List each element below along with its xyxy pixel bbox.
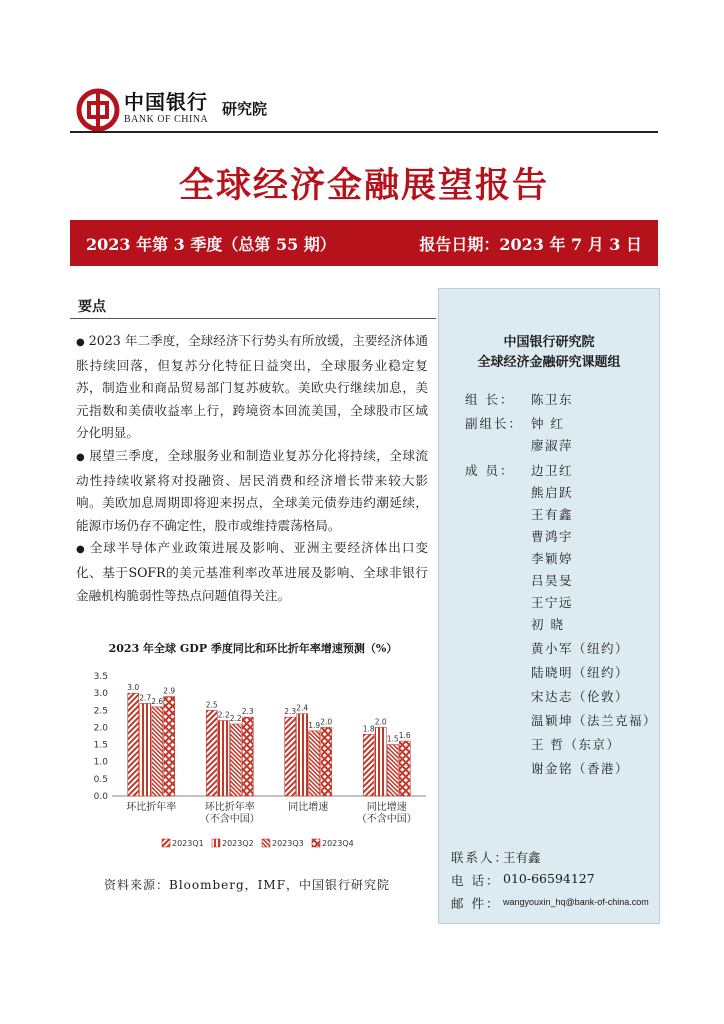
bar [363,734,374,796]
member-name: 王有鑫 [531,507,574,522]
bar-data-label: 2.2 [229,714,242,723]
contact-phone-label: 电 话： [451,873,501,888]
y-tick-label: 2.0 [93,723,108,734]
header-divider [70,131,658,133]
summary-bullet-text: 展望三季度，全球服务业和制造业复苏分化将持续，全球流动性持续收紧将对投融资、居民消费和经济增长带来较大影响。美欧加息周期即将迎来拐点，全球美元债券违约潮延续，能源市场仍存不确定性，股市或维持震荡格局。 [76,447,428,533]
issue-banner [70,220,658,266]
bar-data-label: 2.9 [163,686,176,696]
member-name: 曹鸿宇 [531,529,574,544]
chart-source: 资料来源：Bloomberg，IMF，中国银行研究院 [104,878,391,892]
y-tick-label: 0.5 [93,774,108,785]
role-leader: 组 长： [465,392,515,407]
member-name: 陈卫东 [531,392,574,407]
bar-data-label: 2.0 [320,717,333,727]
bar-data-label: 2.7 [139,693,152,703]
bar [321,727,332,796]
contact-email[interactable]: wangyouxin_hq@bank-of-china.com [503,897,649,907]
member-name: 宋达志（伦敦） [531,689,630,704]
x-tick-label: （不含中国） [199,814,260,825]
contact-phone: 010-66594127 [503,871,595,886]
member-name: 谢金铭（香港） [531,761,630,776]
bar [206,710,217,796]
y-tick-label: 1.5 [93,740,108,751]
bar-data-label: 2.2 [217,710,230,720]
summary-divider [70,318,436,319]
bar [375,727,386,796]
member-name: 边卫红 [531,463,574,478]
summary-bullets [76,330,428,607]
member-name: 王 哲（东京） [531,737,621,752]
role-members: 成 员： [465,463,515,478]
bar [285,717,296,796]
bar-data-label: 1.5 [386,734,399,744]
bar-data-label: 2.6 [151,696,164,706]
member-name: 熊启跃 [531,485,574,500]
panel-org: 中国银行研究院 [503,335,595,350]
report-title: 全球经济金融展望报告 [178,165,549,206]
member-name: 廖淑萍 [531,438,574,453]
x-tick-label: 环比折年率 [126,802,177,813]
gdp-forecast-chart [70,660,436,860]
member-name: 陆晓明（纽约） [531,665,630,680]
legend-swatch [212,839,220,847]
chart-title: 2023 年全球 GDP 季度同比和环比折年率增速预测（%） [108,642,398,655]
bar-data-label: 2.3 [284,707,297,717]
bar [218,721,229,796]
report-date: 报告日期：2023 年 7 月 3 日 [419,235,642,254]
bar [164,697,175,796]
legend-swatch [312,839,320,847]
bar-data-label: 2.0 [374,717,387,727]
x-tick-label: （不含中国） [356,814,417,825]
bar [140,703,151,796]
y-tick-label: 0.0 [93,792,108,802]
member-name: 吕昊旻 [531,573,574,588]
bar-data-label: 3.0 [127,683,140,693]
member-name: 温颖坤（法兰克福） [531,713,658,728]
member-name: 黄小军（纽约） [531,641,630,656]
summary-bullet [76,445,428,537]
contact-person-label: 联系人： [451,850,510,865]
summary-bullet [76,330,428,445]
bar [387,745,398,796]
bullet-dot-icon: ● [76,451,86,463]
issue-number: 2023 年第 3 季度（总第 55 期） [86,235,336,254]
bar [297,714,308,796]
legend-swatch [162,839,170,847]
bullet-dot-icon: ● [76,337,85,348]
panel-group: 全球经济金融研究课题组 [477,355,621,370]
member-name: 王宁远 [531,595,574,610]
bar-data-label: 1.6 [398,731,411,741]
bullet-dot-icon: ● [76,544,86,556]
legend-label: 2023Q1 [172,839,204,848]
x-tick-label: 同比增速 [288,802,329,813]
legend-swatch [262,839,270,847]
member-name: 钟 红 [531,416,565,431]
legend-label: 2023Q2 [222,839,254,848]
member-name: 李颖婷 [531,551,574,566]
bar [230,724,241,796]
member-name: 初 晓 [531,617,565,632]
research-team-panel [438,288,660,924]
x-tick-label: 同比增速 [366,802,407,813]
brand-name-en: BANK OF CHINA [124,114,209,125]
bar [152,707,163,796]
bar-data-label: 2.3 [241,707,254,717]
summary-heading: 要点 [78,299,106,315]
y-tick-label: 2.5 [93,706,108,717]
bar-data-label: 2.4 [296,703,309,713]
bar-data-label: 1.9 [308,720,321,730]
bar-data-label: 2.5 [205,700,218,710]
summary-bullet-text: 2023 年二季度，全球经济下行势头有所放缓，主要经济体通胀持续回落，但复苏分化特征日益突出，全球服务业稳定复苏，制造业和商品贸易部门复苏疲软。美欧央行继续加息，美元指数和美债收益率上行，跨境资本回流美国，全球股市区域分化明显。 [76,333,428,441]
brand-name-cn: 中国银行 [124,90,208,114]
bank-of-china-logo [76,88,120,132]
y-tick-label: 1.0 [93,757,108,768]
y-tick-label: 3.5 [93,672,108,682]
contact-email-label: 邮 件： [451,896,501,911]
bar [242,717,253,796]
bar [128,693,139,796]
x-tick-label: 环比折年率 [204,802,255,813]
role-deputy: 副组长： [465,416,524,431]
y-tick-label: 3.0 [93,689,108,700]
summary-bullet-text: 全球半导体产业政策进展及影响、亚洲主要经济体出口变化、基于SOFR的美元基准利率改革进展及影响、全球非银行金融机构脆弱性等热点问题值得关注。 [76,540,428,603]
bar-data-label: 1.8 [362,724,375,734]
institute-name: 研究院 [222,100,268,118]
legend-label: 2023Q3 [272,839,304,848]
bar [309,731,320,796]
contact-person: 王有鑫 [503,850,541,865]
summary-bullet [76,537,428,607]
bar [399,741,410,796]
legend-label: 2023Q4 [322,839,354,848]
